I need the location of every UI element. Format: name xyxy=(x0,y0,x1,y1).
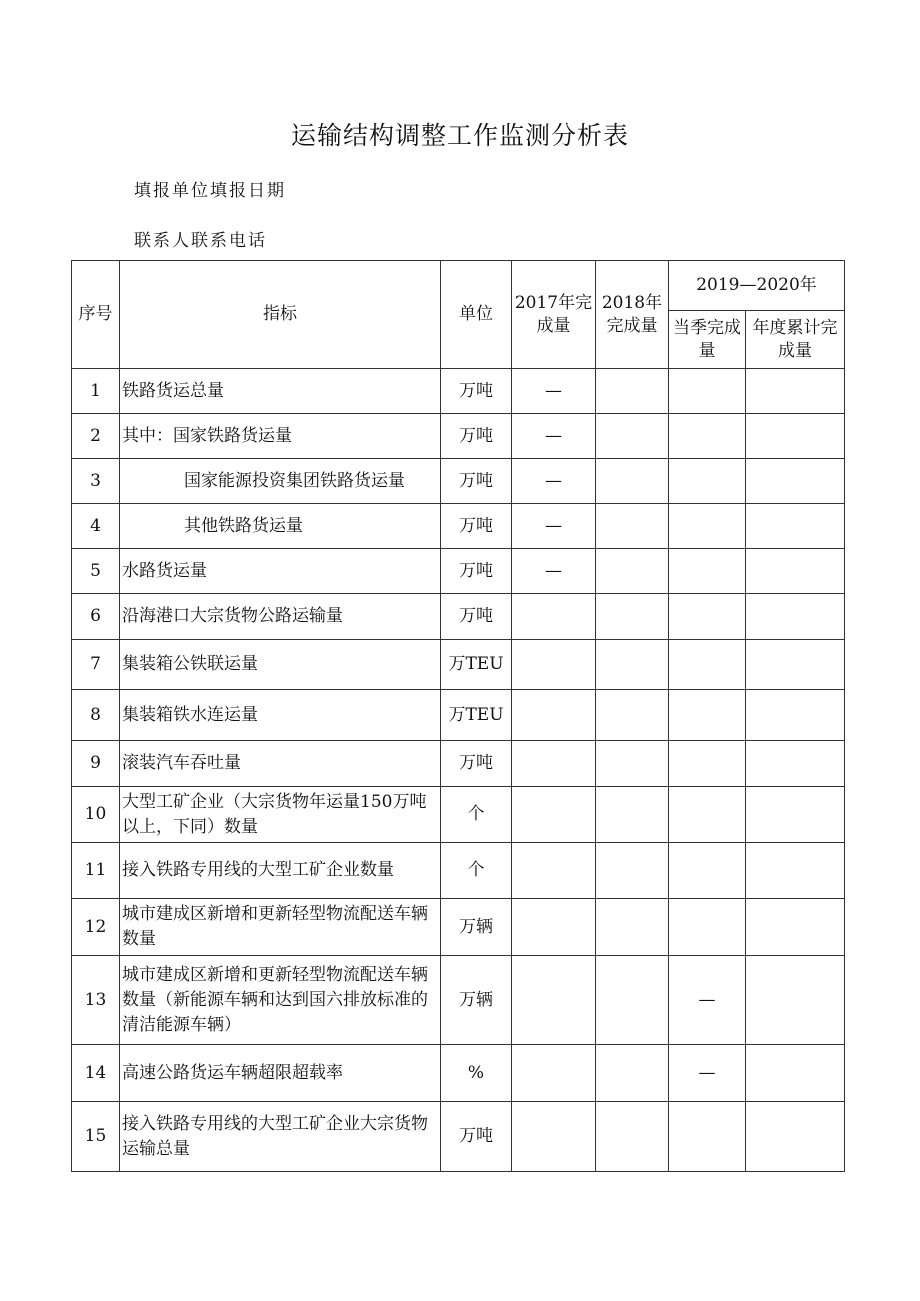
value-2017-cell xyxy=(512,787,596,843)
row-number: 4 xyxy=(72,504,120,549)
table-row xyxy=(72,504,845,549)
unit-cell: 万辆 xyxy=(441,956,512,1045)
table-row xyxy=(72,1102,845,1172)
row-number: 5 xyxy=(72,549,120,594)
unit-cell: % xyxy=(441,1045,512,1102)
ytd-value-cell xyxy=(746,414,845,459)
value-2017-cell: — xyxy=(512,504,596,549)
table-row xyxy=(72,741,845,787)
table-row xyxy=(72,414,845,459)
unit-cell: 个 xyxy=(441,843,512,899)
unit-cell: 万辆 xyxy=(441,899,512,956)
indicator-cell: 高速公路货运车辆超限超载率 xyxy=(120,1045,441,1102)
ytd-value-cell xyxy=(746,843,845,899)
quarter-value-cell xyxy=(669,369,746,414)
indicator-cell: 集装箱公铁联运量 xyxy=(120,640,441,690)
indicator-cell: 沿海港口大宗货物公路运输量 xyxy=(120,594,441,640)
row-number: 13 xyxy=(72,956,120,1045)
value-2018-cell xyxy=(596,741,669,787)
value-2018-cell xyxy=(596,1045,669,1102)
table-row xyxy=(72,1045,845,1102)
unit-cell: 万吨 xyxy=(441,741,512,787)
indicator-cell: 城市建成区新增和更新轻型物流配送车辆数量 xyxy=(120,899,441,956)
row-number: 7 xyxy=(72,640,120,690)
table-row xyxy=(72,843,845,899)
ytd-value-cell xyxy=(746,899,845,956)
row-number: 9 xyxy=(72,741,120,787)
quarter-value-cell xyxy=(669,414,746,459)
value-2018-cell xyxy=(596,504,669,549)
value-2018-cell xyxy=(596,594,669,640)
indicator-cell: 城市建成区新增和更新轻型物流配送车辆数量（新能源车辆和达到国六排放标准的清洁能源车辆） xyxy=(120,956,441,1045)
row-number: 3 xyxy=(72,459,120,504)
indicator-cell: 集装箱铁水连运量 xyxy=(120,690,441,741)
quarter-value-cell xyxy=(669,899,746,956)
indicator-cell: 大型工矿企业（大宗货物年运量150万吨以上，下同）数量 xyxy=(120,787,441,843)
ytd-value-cell xyxy=(746,594,845,640)
header-unit: 单位 xyxy=(441,261,512,369)
value-2017-cell xyxy=(512,741,596,787)
quarter-value-cell xyxy=(669,549,746,594)
indicator-cell: 滚装汽车吞吐量 xyxy=(120,741,441,787)
quarter-value-cell: — xyxy=(669,1045,746,1102)
row-number: 14 xyxy=(72,1045,120,1102)
quarter-value-cell xyxy=(669,640,746,690)
ytd-value-cell xyxy=(746,504,845,549)
indicator-cell: 其他铁路货运量 xyxy=(120,504,441,549)
quarter-value-cell xyxy=(669,1102,746,1172)
value-2017-cell xyxy=(512,594,596,640)
quarter-value-cell: — xyxy=(669,956,746,1045)
value-2018-cell xyxy=(596,414,669,459)
value-2018-cell xyxy=(596,843,669,899)
header-period: 2019—2020年 xyxy=(669,261,845,311)
contact-line: 联系人联系电话 xyxy=(134,231,267,251)
ytd-value-cell xyxy=(746,459,845,504)
quarter-value-cell xyxy=(669,459,746,504)
quarter-value-cell xyxy=(669,594,746,640)
value-2017-cell xyxy=(512,690,596,741)
value-2018-cell xyxy=(596,369,669,414)
table-row xyxy=(72,640,845,690)
ytd-value-cell xyxy=(746,1045,845,1102)
value-2018-cell xyxy=(596,459,669,504)
ytd-value-cell xyxy=(746,787,845,843)
unit-cell: 万吨 xyxy=(441,1102,512,1172)
quarter-value-cell xyxy=(669,690,746,741)
header-indicator: 指标 xyxy=(120,261,441,369)
indicator-cell: 接入铁路专用线的大型工矿企业数量 xyxy=(120,843,441,899)
ytd-value-cell xyxy=(746,956,845,1045)
value-2018-cell xyxy=(596,787,669,843)
row-number: 6 xyxy=(72,594,120,640)
header-ytd: 年度累计完成量 xyxy=(746,311,845,369)
ytd-value-cell xyxy=(746,741,845,787)
indicator-cell: 其中：国家铁路货运量 xyxy=(120,414,441,459)
value-2017-cell xyxy=(512,899,596,956)
table-row xyxy=(72,787,845,843)
header-2018: 2018年完成量 xyxy=(596,261,669,369)
value-2017-cell: — xyxy=(512,549,596,594)
value-2018-cell xyxy=(596,640,669,690)
unit-cell: 万TEU xyxy=(441,690,512,741)
value-2018-cell xyxy=(596,956,669,1045)
quarter-value-cell xyxy=(669,787,746,843)
quarter-value-cell xyxy=(669,504,746,549)
ytd-value-cell xyxy=(746,690,845,741)
unit-cell: 万吨 xyxy=(441,504,512,549)
value-2017-cell: — xyxy=(512,414,596,459)
row-number: 15 xyxy=(72,1102,120,1172)
header-quarter: 当季完成量 xyxy=(669,311,746,369)
value-2018-cell xyxy=(596,549,669,594)
row-number: 12 xyxy=(72,899,120,956)
ytd-value-cell xyxy=(746,549,845,594)
quarter-value-cell xyxy=(669,741,746,787)
indicator-cell: 铁路货运总量 xyxy=(120,369,441,414)
page-title: 运输结构调整工作监测分析表 xyxy=(290,121,629,150)
unit-cell: 个 xyxy=(441,787,512,843)
quarter-value-cell xyxy=(669,843,746,899)
value-2017-cell xyxy=(512,1102,596,1172)
value-2017-cell: — xyxy=(512,369,596,414)
row-number: 11 xyxy=(72,843,120,899)
ytd-value-cell xyxy=(746,369,845,414)
row-number: 8 xyxy=(72,690,120,741)
table-row xyxy=(72,549,845,594)
indicator-cell: 接入铁路专用线的大型工矿企业大宗货物运输总量 xyxy=(120,1102,441,1172)
ytd-value-cell xyxy=(746,640,845,690)
value-2017-cell xyxy=(512,640,596,690)
value-2017-cell xyxy=(512,1045,596,1102)
unit-cell: 万吨 xyxy=(441,414,512,459)
table-row xyxy=(72,369,845,414)
value-2018-cell xyxy=(596,1102,669,1172)
table-row xyxy=(72,956,845,1045)
monitoring-table xyxy=(71,260,845,1172)
row-number: 1 xyxy=(72,369,120,414)
header-seq: 序号 xyxy=(72,261,120,369)
header-row xyxy=(72,261,845,311)
row-number: 2 xyxy=(72,414,120,459)
value-2018-cell xyxy=(596,899,669,956)
unit-cell: 万吨 xyxy=(441,369,512,414)
unit-cell: 万吨 xyxy=(441,459,512,504)
table-row xyxy=(72,459,845,504)
header-2017: 2017年完成量 xyxy=(512,261,596,369)
value-2017-cell xyxy=(512,956,596,1045)
value-2018-cell xyxy=(596,690,669,741)
unit-cell: 万TEU xyxy=(441,640,512,690)
unit-cell: 万吨 xyxy=(441,549,512,594)
value-2017-cell xyxy=(512,843,596,899)
table-row xyxy=(72,690,845,741)
value-2017-cell: — xyxy=(512,459,596,504)
table-row xyxy=(72,899,845,956)
indicator-cell: 国家能源投资集团铁路货运量 xyxy=(120,459,441,504)
ytd-value-cell xyxy=(746,1102,845,1172)
indicator-cell: 水路货运量 xyxy=(120,549,441,594)
reporting-unit-date-line: 填报单位填报日期 xyxy=(134,181,286,201)
row-number: 10 xyxy=(72,787,120,843)
table-row xyxy=(72,594,845,640)
unit-cell: 万吨 xyxy=(441,594,512,640)
